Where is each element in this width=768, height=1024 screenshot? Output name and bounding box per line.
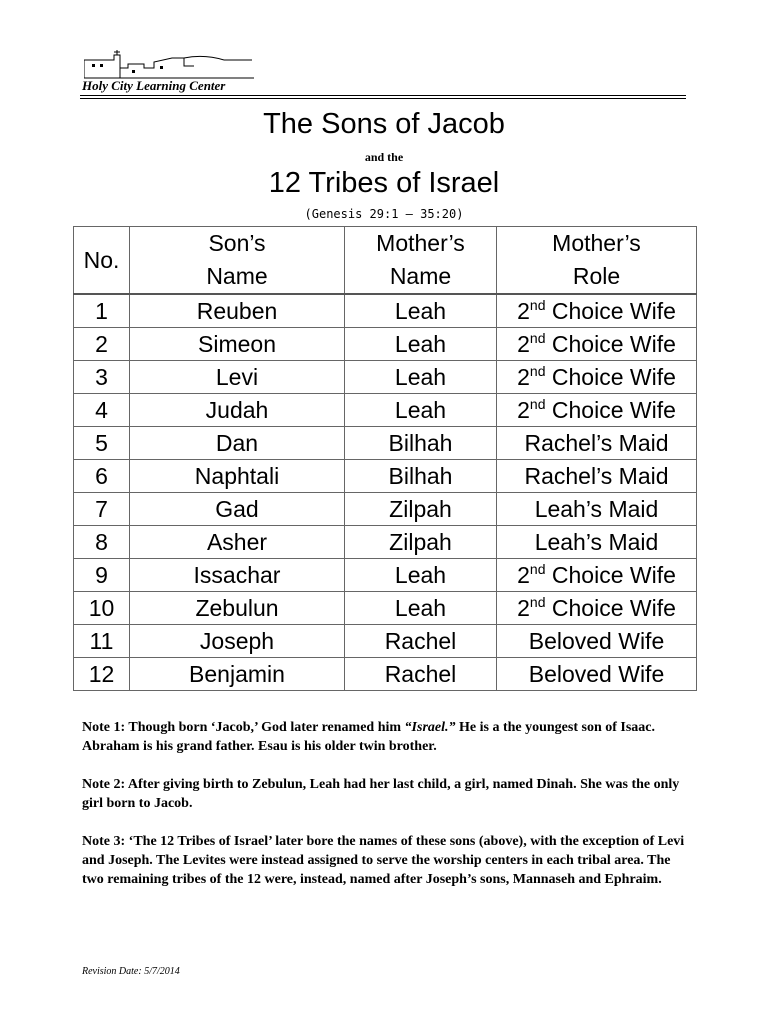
note-2 xyxy=(82,775,692,813)
son-name: Gad xyxy=(130,493,345,526)
note-label: Note 3: xyxy=(82,834,126,849)
son-name: Zebulun xyxy=(130,592,345,625)
header-son-name: Son’s Name xyxy=(130,227,345,295)
table-row xyxy=(74,658,697,691)
city-skyline-logo xyxy=(84,50,284,80)
table-header-row xyxy=(74,227,697,295)
table-row xyxy=(74,592,697,625)
mother-name: Leah xyxy=(345,592,497,625)
sons-table xyxy=(73,226,697,691)
note-text: ‘The 12 Tribes of Israel’ later bore the names of these sons (above), with the exception of Levi and Joseph. The Levites were instead assigned to serve the worship centers in each tribal area. The two remaining tribes of the 12 were, instead, named after Joseph’s sons, Mannaseh and Ephraim. xyxy=(82,834,685,887)
row-number: 8 xyxy=(74,526,130,559)
page-subtitle: 12 Tribes of Israel xyxy=(268,167,500,199)
note-label: Note 1: xyxy=(82,720,126,735)
title-connector: and the xyxy=(364,150,404,164)
mother-role: 2nd Choice Wife xyxy=(497,559,697,592)
row-number: 9 xyxy=(74,559,130,592)
page-title: The Sons of Jacob xyxy=(263,108,505,140)
mother-role: 2nd Choice Wife xyxy=(497,361,697,394)
table-row xyxy=(74,394,697,427)
row-number: 10 xyxy=(74,592,130,625)
mother-name: Rachel xyxy=(345,658,497,691)
header-rule-bottom xyxy=(80,98,686,99)
row-number: 2 xyxy=(74,328,130,361)
son-name: Joseph xyxy=(130,625,345,658)
row-number: 1 xyxy=(74,294,130,328)
son-name: Issachar xyxy=(130,559,345,592)
table-row xyxy=(74,427,697,460)
son-name: Asher xyxy=(130,526,345,559)
mother-role: Leah’s Maid xyxy=(497,493,697,526)
mother-name: Leah xyxy=(345,559,497,592)
table-row xyxy=(74,460,697,493)
header-rule-top xyxy=(80,95,686,96)
mother-role: Rachel’s Maid xyxy=(497,427,697,460)
note-text: Though born ‘Jacob,’ God later renamed him xyxy=(125,720,405,735)
note-text: He is a the youngest son of Isaac. Abraham is his grand father. Esau is his older twin brother. xyxy=(82,720,656,754)
mother-name: Leah xyxy=(345,294,497,328)
table-row xyxy=(74,526,697,559)
son-name: Judah xyxy=(130,394,345,427)
org-name: Holy City Learning Center xyxy=(82,78,226,93)
mother-name: Leah xyxy=(345,328,497,361)
son-name: Benjamin xyxy=(130,658,345,691)
row-number: 6 xyxy=(74,460,130,493)
mother-role: 2nd Choice Wife xyxy=(497,394,697,427)
scripture-reference: (Genesis 29:1 – 35:20) xyxy=(304,207,464,221)
mother-name: Bilhah xyxy=(345,427,497,460)
son-name: Simeon xyxy=(130,328,345,361)
row-number: 11 xyxy=(74,625,130,658)
mother-name: Zilpah xyxy=(345,493,497,526)
revision-date: Revision Date: 5/7/2014 xyxy=(82,966,180,977)
row-number: 3 xyxy=(74,361,130,394)
mother-role: 2nd Choice Wife xyxy=(497,328,697,361)
mother-role: Beloved Wife xyxy=(497,625,697,658)
son-name: Reuben xyxy=(130,294,345,328)
table-row xyxy=(74,328,697,361)
table-row xyxy=(74,559,697,592)
table-row xyxy=(74,294,697,328)
mother-name: Leah xyxy=(345,394,497,427)
mother-name: Leah xyxy=(345,361,497,394)
table-row xyxy=(74,493,697,526)
mother-role: Rachel’s Maid xyxy=(497,460,697,493)
mother-role: 2nd Choice Wife xyxy=(497,294,697,328)
son-name: Naphtali xyxy=(130,460,345,493)
row-number: 5 xyxy=(74,427,130,460)
note-3 xyxy=(82,832,692,889)
note-text: “Israel.” xyxy=(404,720,456,735)
header-no: No. xyxy=(74,227,130,295)
table-row xyxy=(74,625,697,658)
mother-role: Leah’s Maid xyxy=(497,526,697,559)
table-row xyxy=(74,361,697,394)
header-mother-role: Mother’s Role xyxy=(497,227,697,295)
son-name: Dan xyxy=(130,427,345,460)
mother-role: 2nd Choice Wife xyxy=(497,592,697,625)
header-mother-name: Mother’s Name xyxy=(345,227,497,295)
mother-name: Bilhah xyxy=(345,460,497,493)
note-1 xyxy=(82,718,692,756)
son-name: Levi xyxy=(130,361,345,394)
row-number: 12 xyxy=(74,658,130,691)
note-text: After giving birth to Zebulun, Leah had her last child, a girl, named Dinah. She was the only girl born to Jacob. xyxy=(82,777,680,811)
mother-name: Zilpah xyxy=(345,526,497,559)
mother-role: Beloved Wife xyxy=(497,658,697,691)
mother-name: Rachel xyxy=(345,625,497,658)
note-label: Note 2: xyxy=(82,777,126,792)
row-number: 4 xyxy=(74,394,130,427)
row-number: 7 xyxy=(74,493,130,526)
